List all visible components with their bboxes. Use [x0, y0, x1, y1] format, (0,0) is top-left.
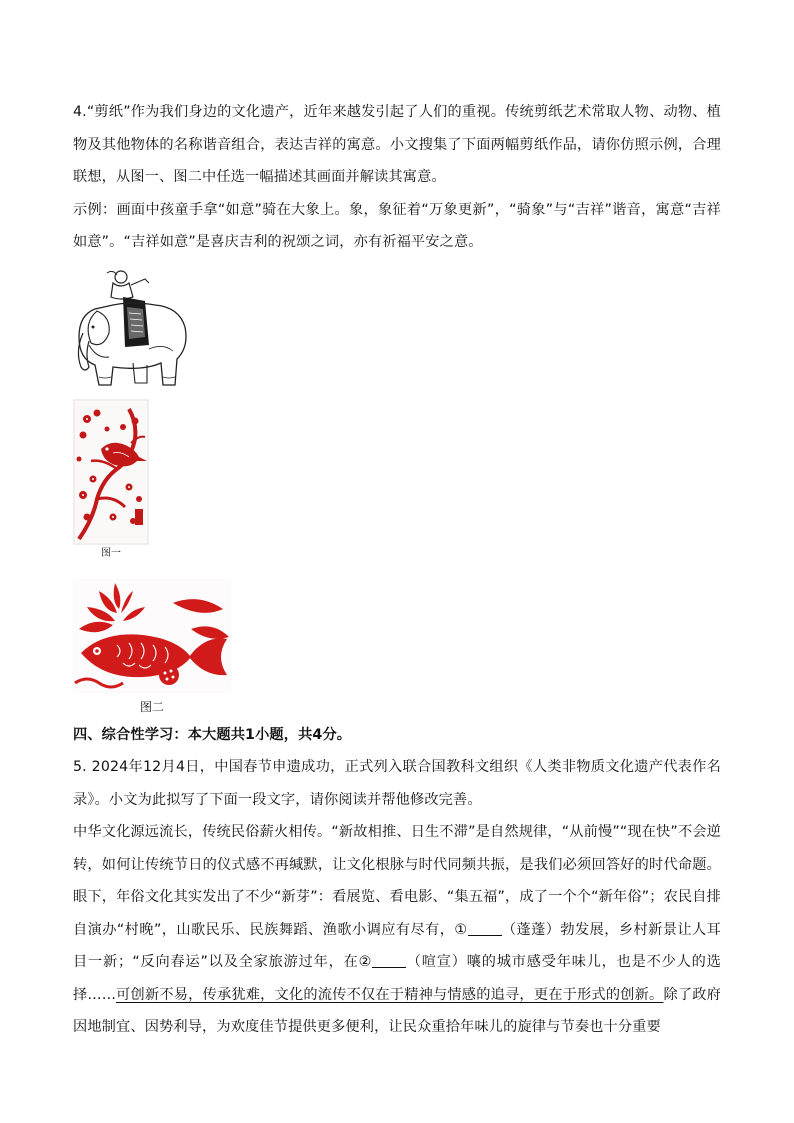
fish-lotus-papercut-icon — [73, 579, 231, 693]
passage-end: 除了政府因地制宜、因势利导，为欢度佳节提供更多便利，让民众重拾年味儿的旋律与节奏也十分重要 — [73, 986, 721, 1035]
underlined-sentence: 可创新不易，传承犹难，文化的流传不仅在于精神与情感的追寻，更在于形式的创新。 — [116, 986, 664, 1003]
question-4-example: 示例：画面中孩童手拿“如意”骑在大象上。象，象征着“万象更新”，“骑象”与“吉祥”谐音，寓意“吉祥如意”。“吉祥如意”是喜庆吉利的祝颂之词，亦有祈福平安之意。 — [73, 201, 721, 250]
elephant-illustration — [73, 267, 721, 393]
question-5-intro: 5. 2024年12月4日，中国春节申遗成功，正式列入联合国教科文组织《人类非物质文化遗产代表作名录》。小文为此拟写了下面一段文字，请你阅读并帮他修改完善。 — [73, 759, 721, 808]
question-4-text: 4.“剪纸”作为我们身边的文化遗产，近年来越发引起了人们的重视。传统剪纸艺术常取人物、动物、植物及其他物体的名称谐音组合，表达吉祥的寓意。小文搜集了下面两幅剪纸作品，请你仿照示例，合理联想，从图一、图二中任选一幅描述其画面并解读其寓意。 — [73, 104, 721, 185]
blank-1-hint: （蓬蓬）勃发展，乡村新景让人耳目一新；“反向春运”以及全家旅游过年，在② — [73, 921, 721, 970]
figure-2-caption: 图二 — [139, 699, 164, 714]
elephant-child-icon — [73, 267, 191, 393]
figure-1-caption: 图一 — [101, 547, 121, 559]
blank-1[interactable] — [468, 921, 502, 936]
figure-2 — [73, 579, 721, 715]
question-5-passage — [73, 816, 721, 1044]
passage-part-a: 中华文化源远流长，传统民俗薪火相传。“新故相推、日生不滞”是自然规律，“从前慢”“现在快”不会逆转，如何让传统节日的仪式感不再缄默，让文化根脉与时代同频共振，是我们必须回答好的时代命题。眼下，年俗文化其实发出了不少“新芽”：看展览、看电影、“集五福”，成了一个个“新年俗”；农民自排自演办“村晚”，山歌民乐、民族舞蹈、渔歌小调应有尽有，① — [73, 824, 721, 938]
page-content — [73, 96, 721, 1044]
bird-plum-papercut-icon — [73, 399, 149, 545]
blank-2[interactable] — [372, 953, 406, 968]
figure-1 — [73, 399, 721, 561]
section-4-heading: 四、综合性学习：本大题共1小题，共4分。 — [73, 726, 352, 743]
blank-2-hint: （喧宣）嚷的城市感受年味儿，也是不少人的选择…… — [73, 954, 721, 1003]
